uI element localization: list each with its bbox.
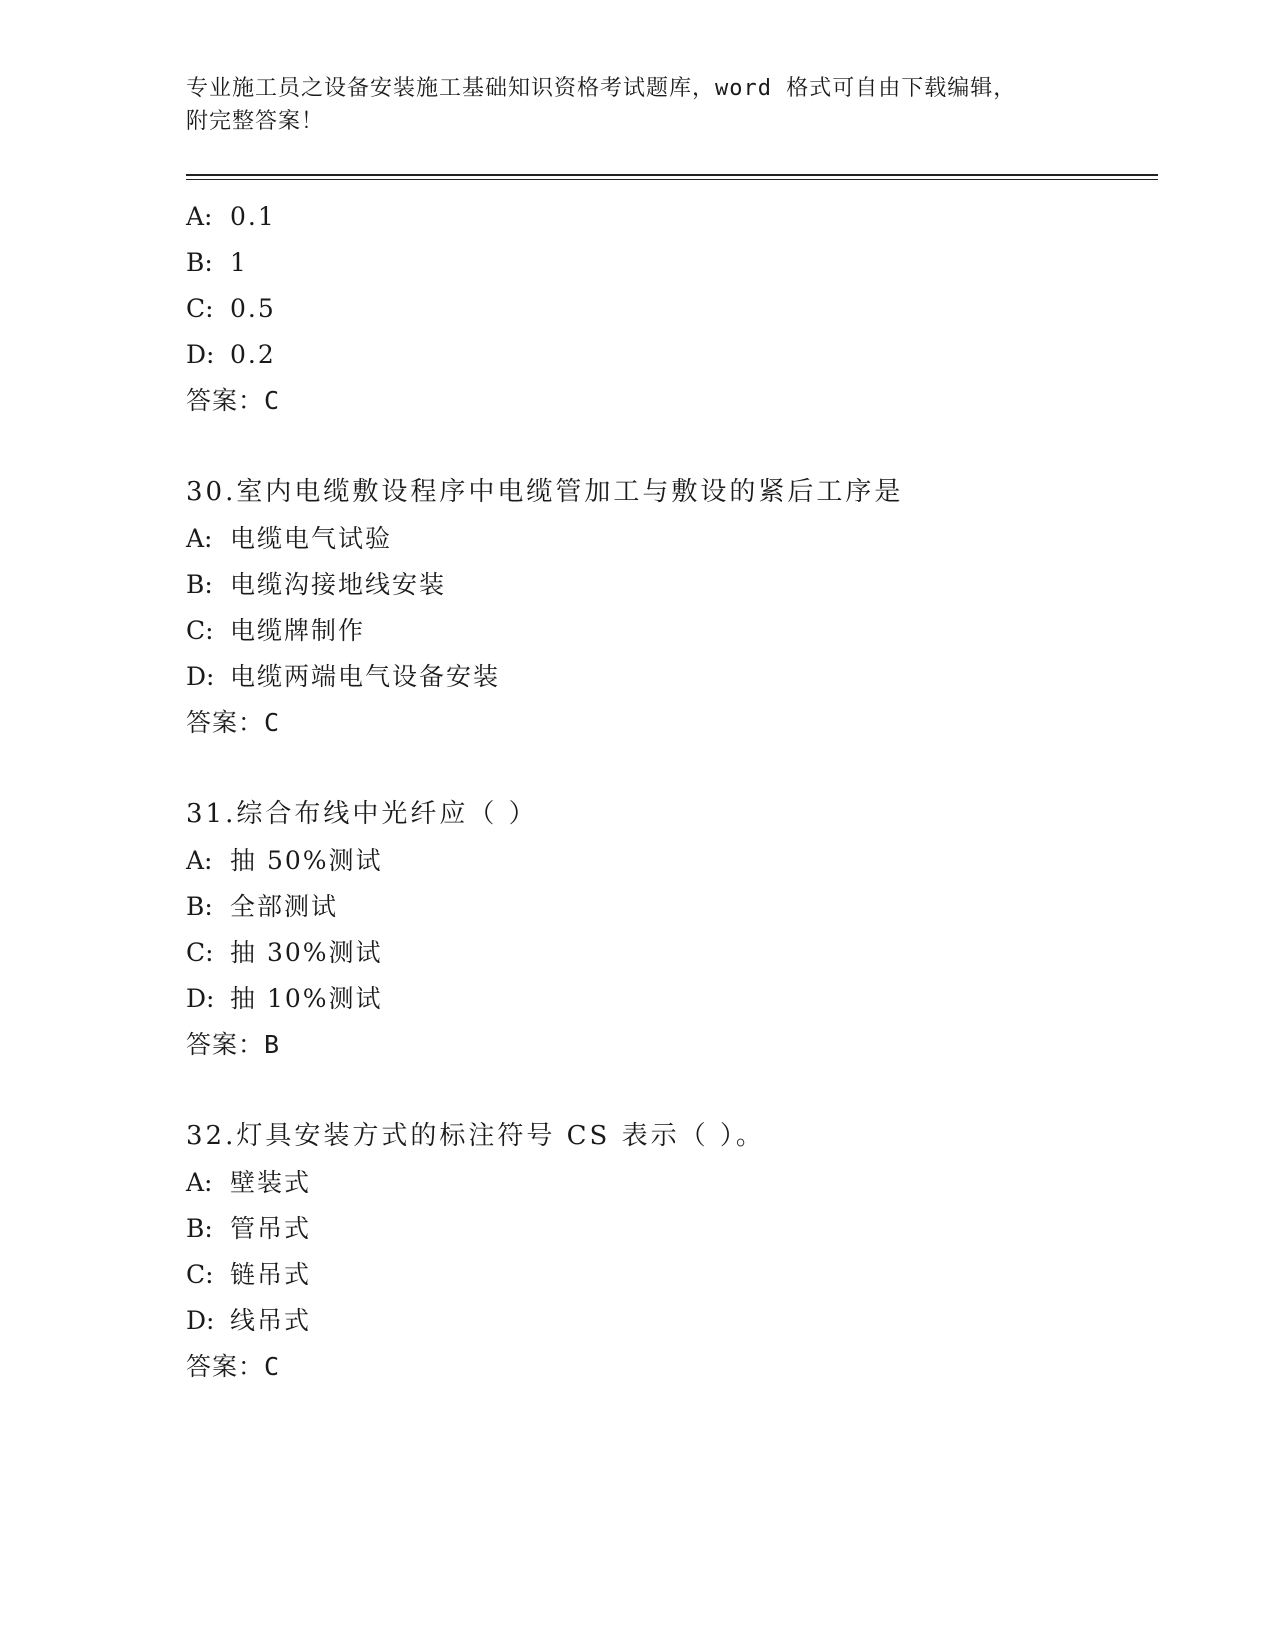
- option-letter: D:: [186, 1306, 215, 1335]
- option-a: [186, 194, 1158, 240]
- option-text: 线吊式: [230, 1306, 312, 1335]
- option-c: [186, 930, 1158, 976]
- option-text: 0.2: [230, 340, 276, 369]
- question-stem: 32.灯具安装方式的标注符号 CS 表示（ ）。: [186, 1121, 765, 1151]
- option-letter: A:: [186, 202, 213, 231]
- option-letter: D:: [186, 984, 215, 1013]
- option-text: 电缆电气试验: [230, 524, 393, 553]
- question-stem: 31.综合布线中光纤应（ ）: [186, 799, 538, 829]
- option-letter: C:: [186, 616, 214, 645]
- option-b: [186, 1206, 1158, 1252]
- option-b: [186, 240, 1158, 286]
- option-text: 管吊式: [230, 1214, 312, 1243]
- option-text: 抽 30%测试: [230, 938, 383, 967]
- previous-question-continuation: [186, 194, 1158, 424]
- option-c: [186, 1252, 1158, 1298]
- option-letter: A:: [186, 846, 213, 875]
- option-letter: B:: [186, 248, 213, 277]
- option-a: [186, 1160, 1158, 1206]
- answer-line: 答案：C: [186, 1352, 281, 1381]
- document-page: [186, 72, 1158, 1390]
- question-stem: 30.室内电缆敷设程序中电缆管加工与敷设的紧后工序是: [186, 477, 904, 507]
- option-text: 0.5: [230, 294, 276, 323]
- option-a: [186, 838, 1158, 884]
- option-c: [186, 286, 1158, 332]
- option-text: 全部测试: [230, 892, 339, 921]
- question-32: [186, 1112, 1158, 1390]
- option-text: 1: [230, 248, 248, 277]
- option-letter: A:: [186, 524, 213, 553]
- option-letter: D:: [186, 662, 215, 691]
- answer-line: 答案：B: [186, 1030, 281, 1059]
- header-divider: [186, 174, 1158, 180]
- option-b: [186, 884, 1158, 930]
- question-31: [186, 790, 1158, 1068]
- answer-line: 答案：C: [186, 386, 281, 415]
- option-text: 电缆两端电气设备安装: [230, 662, 501, 691]
- option-letter: B:: [186, 892, 213, 921]
- option-b: [186, 562, 1158, 608]
- option-text: 链吊式: [230, 1260, 312, 1289]
- answer-line: 答案：C: [186, 708, 281, 737]
- document-header-line-1: 专业施工员之设备安装施工基础知识资格考试题库，word 格式可自由下载编辑，: [186, 76, 1017, 101]
- option-c: [186, 608, 1158, 654]
- option-a: [186, 516, 1158, 562]
- option-text: 电缆牌制作: [230, 616, 366, 645]
- option-text: 壁装式: [230, 1168, 312, 1197]
- option-letter: C:: [186, 938, 214, 967]
- question-30: [186, 468, 1158, 746]
- document-header-line-2: 附完整答案！: [186, 109, 325, 134]
- option-letter: C:: [186, 1260, 214, 1289]
- option-d: [186, 332, 1158, 378]
- option-d: [186, 976, 1158, 1022]
- option-letter: B:: [186, 570, 213, 599]
- option-letter: D:: [186, 340, 215, 369]
- option-letter: B:: [186, 1214, 213, 1243]
- option-text: 0.1: [230, 202, 276, 231]
- option-d: [186, 654, 1158, 700]
- option-text: 抽 10%测试: [230, 984, 383, 1013]
- option-text: 电缆沟接地线安装: [230, 570, 447, 599]
- option-letter: C:: [186, 294, 214, 323]
- option-d: [186, 1298, 1158, 1344]
- option-text: 抽 50%测试: [230, 846, 383, 875]
- option-letter: A:: [186, 1168, 213, 1197]
